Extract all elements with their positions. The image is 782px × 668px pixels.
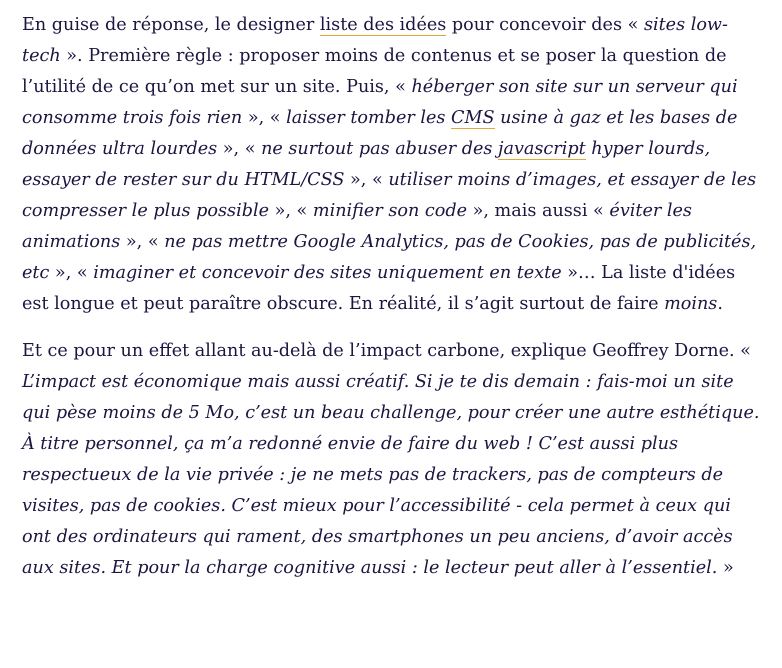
text-segment: .	[717, 294, 723, 314]
text-segment: En guise de réponse, le designer	[22, 15, 320, 35]
emphasis-eviter: éviter les animations	[22, 201, 692, 252]
link-cms[interactable]: CMS	[451, 108, 495, 128]
emphasis-imaginer: imaginer et concevoir des sites uniquement en texte	[93, 263, 562, 283]
emphasis-minifier: minifier son code	[312, 201, 467, 221]
text-segment: »	[717, 558, 734, 578]
text-segment: »… La liste d'idées est longue et peut paraître obscure. En réalité, il s’agit surtout de faire	[22, 263, 736, 314]
text-segment: », «	[120, 232, 165, 252]
emphasis-text: laisser tomber les	[286, 108, 452, 128]
emphasis-quote: L’impact est économique mais aussi créatif. Si je te dis demain : fais-moi un site qui pèse moins de 5 Mo, c’est un beau challenge, pour créer une autre esthétique. À titre personnel, ça m’a redonné envie de faire du web ! C’est aussi plus respectueux de la vie privée : je ne mets pas de trackers, pas de compteurs de visites, pas de cookies. C’est mieux pour l’accessibilité - cela permet à ceux qui ont des ordinateurs qui rament, des smartphones un peu anciens, d’avoir accès aux sites. Et pour la charge cognitive aussi : le lecteur peut aller à l’essentiel.	[22, 372, 760, 578]
text-segment: Et ce pour un effet allant au-delà de l’impact carbone, explique Geoffrey Dorne. «	[22, 341, 751, 361]
emphasis-utiliser: utiliser moins d’images, et essayer de les compresser le plus possible	[22, 170, 757, 221]
text-segment: », «	[49, 263, 94, 283]
emphasis-sites-low-tech: sites low-tech	[22, 15, 728, 66]
text-segment: pour concevoir des «	[446, 15, 644, 35]
text-segment: ». Première règle : proposer moins de contenus et se poser la question de l’utilité de ce qu’on met sur un site. Puis, «	[22, 46, 727, 97]
text-segment: », mais aussi «	[467, 201, 610, 221]
link-liste-des-idees[interactable]: liste des idées	[319, 15, 447, 35]
emphasis-moins: moins	[664, 294, 718, 314]
link-javascript[interactable]: javascript	[498, 139, 586, 159]
emphasis-heberger: héberger son site sur un serveur qui consomme trois fois rien	[22, 77, 738, 128]
text-segment: », «	[344, 170, 389, 190]
text-segment: », «	[217, 139, 262, 159]
article-body	[22, 10, 762, 584]
emphasis-text: ne surtout pas abuser des	[261, 139, 499, 159]
paragraph-quote	[22, 336, 762, 584]
emphasis-google: ne pas mettre Google Analytics, pas de Cookies, pas de publicités, etc	[22, 232, 757, 283]
paragraph-ideas	[22, 10, 762, 320]
emphasis-text: usine à gaz et les bases de données ultra lourdes	[22, 108, 738, 159]
text-segment: », «	[269, 201, 313, 221]
emphasis-text: hyper lourds, essayer de rester sur du HTML/CSS	[22, 139, 711, 190]
text-segment: », «	[242, 108, 287, 128]
